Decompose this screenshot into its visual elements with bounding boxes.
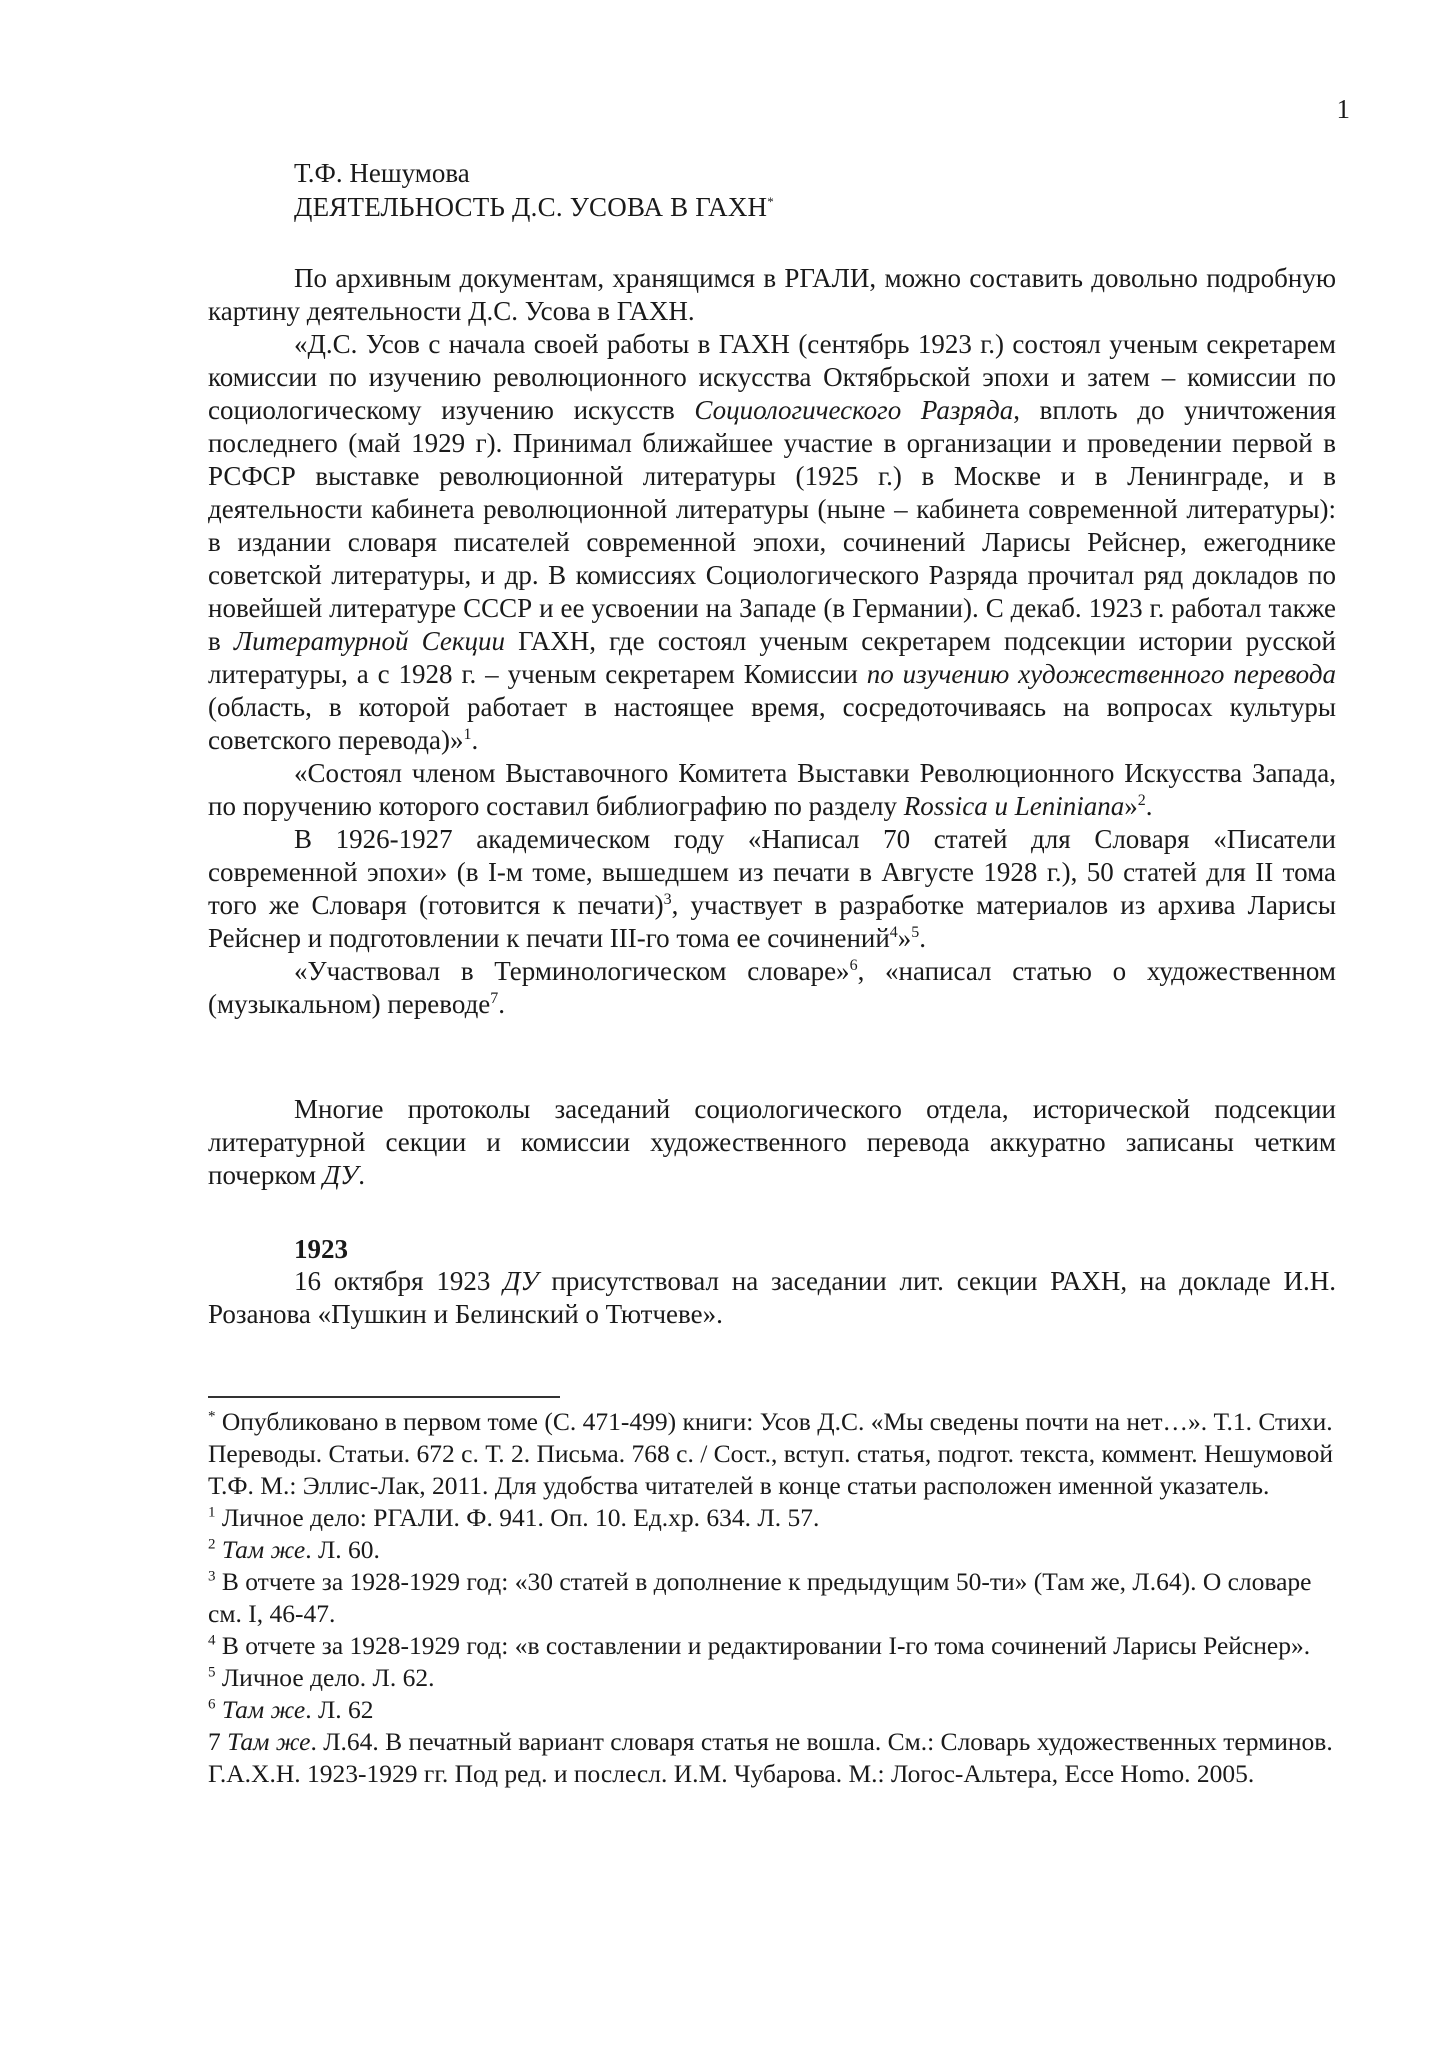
document-title-text: ДЕЯТЕЛЬНОСТЬ Д.С. УСОВА В ГАХН — [294, 192, 768, 222]
italic-run: ДУ — [503, 1266, 539, 1296]
footnotes — [208, 1406, 1338, 1790]
paragraph-exhibition — [208, 757, 1336, 823]
text-run: . — [498, 989, 506, 1019]
footnote-text: . Л. 62 — [305, 1695, 374, 1724]
footnote-mark: 7 — [208, 1727, 221, 1756]
paragraph-intro: По архивным документам, хранящимся в РГАЛИ, можно составить довольно подробную картину деятельности Д.С. Усова в ГАХН. — [208, 263, 1336, 326]
paragraph-terminology — [208, 955, 1336, 1021]
text-run: , участвует в разработке материалов из архива Ларисы Рейснер и подготовлении к печати III-го тома ее сочинений — [208, 890, 1337, 953]
italic-run: Там же — [221, 1535, 306, 1564]
text-run: Многие протоколы заседаний социологического отдела, исторической подсекции литературной секции и комиссии художественного перевода аккуратно записаны четким почерком — [208, 1094, 1336, 1190]
text-run: . — [1145, 791, 1153, 821]
footnote-text: Личное дело. Л. 62. — [215, 1663, 435, 1692]
footnote-text: . Л.64. В печатный вариант словаря статья не вошла. См.: Словарь художественных терминов. Г.А.Х.Н. 1923-1929 гг. Под ред. и послесл. И.М. Чубарова. М.: Логос-Альтера, Ecce Homo. 2005. — [208, 1727, 1333, 1788]
italic-run: Социологического Разряда — [694, 395, 1014, 425]
italic-run: Литературной Секции — [233, 626, 505, 656]
footnote-4 — [208, 1630, 1338, 1662]
footnote-ref-1[interactable]: 1 — [463, 726, 472, 743]
footnote-text: В отчете за 1928-1929 год: «в составлении и редактировании I-го тома сочинений Ларисы Рейснер». — [215, 1631, 1311, 1660]
text-run: 16 октября 1923 — [294, 1266, 504, 1296]
footnote-ref-7[interactable]: 7 — [490, 990, 499, 1007]
document-title — [294, 192, 774, 223]
text-run: (область, в которой работает в настоящее время, сосредоточиваясь на вопросах культуры советского перевода)» — [208, 692, 1336, 755]
text-run: » — [897, 923, 912, 953]
text-run: . — [358, 1160, 365, 1190]
footnote-text: . Л. 60. — [305, 1535, 380, 1564]
footnote-text: Опубликовано в первом томе (С. 471-499) книги: Усов Д.С. «Мы сведены почти на нет…». Т.1. Стихи. Переводы. Статьи. 672 с. Т. 2. Письма. 768 с. / Сост., вступ. статья, подгот. текста, коммент. Нешумовой Т.Ф. М.: Эллис-Лак, 2011. Для удобства читателей в конце статьи расположен именной указатель. — [208, 1407, 1333, 1500]
text-run: ГАХН, где состоял ученым секретарем подсекции истории русской литературы, а с 1928 г. – ученым секретарем Комиссии — [208, 626, 1336, 689]
footnote-separator — [208, 1396, 560, 1398]
italic-run: Там же — [221, 1695, 306, 1724]
page-number: 1 — [1336, 94, 1350, 124]
text-run: . — [919, 923, 927, 953]
footnote-3 — [208, 1566, 1338, 1630]
footnote-ref-4[interactable]: 4 — [889, 924, 898, 941]
footnote-ref-5[interactable]: 5 — [911, 924, 920, 941]
footnote-mark: 6 — [208, 1696, 216, 1713]
text-run: , «написал статью о художественном (музыкальном) переводе — [208, 956, 1336, 1019]
footnote-mark: 2 — [208, 1536, 216, 1553]
italic-run: Там же — [227, 1727, 311, 1756]
title-footnote-mark[interactable]: * — [767, 194, 774, 209]
footnote-5 — [208, 1662, 1338, 1694]
text-run: » — [1124, 791, 1138, 821]
footnote-mark: * — [208, 1408, 216, 1425]
text-run: «Д.С. Усов с начала своей работы в ГАХН (сентябрь 1923 г.) состоял ученым секретарем комиссии по изучению революционного искусства Октябрьской эпохи и затем – комиссии по социологическому изучению искусств — [208, 329, 1336, 425]
italic-run: Rossica и Leniniana — [903, 791, 1125, 821]
footnote-mark: 4 — [208, 1632, 216, 1649]
author-name: Т.Ф. Нешумова — [294, 158, 470, 188]
footnote-ref-3[interactable]: 3 — [663, 891, 672, 908]
footnote-6 — [208, 1694, 1338, 1726]
year-section — [208, 1265, 1336, 1331]
text-run: . — [471, 725, 479, 755]
paragraph-protocols — [208, 1093, 1336, 1192]
footnote-ref-6[interactable]: 6 — [849, 957, 858, 974]
paragraph-dictionary — [208, 823, 1336, 955]
text-run: В 1926-1927 академическом году «Написал 70 статей для Словаря «Писатели современной эпохи» (в I-м томе, вышедшем из печати в Августе 1928 г.), 50 статей для II тома того же Словаря (готовится к печати) — [208, 824, 1336, 920]
text-run: присутствовал на заседании лит. секции РАХН, на докладе И.Н. Розанова «Пушкин и Белинский о Тютчеве». — [208, 1266, 1336, 1329]
protocols-section — [208, 1093, 1336, 1192]
footnote-mark: 1 — [208, 1504, 216, 1521]
footnote-7 — [208, 1726, 1338, 1790]
footnote-text: В отчете за 1928-1929 год: «30 статей в дополнение к предыдущим 50-ти» (Там же, Л.64). О словаре см. I, 46-47. — [208, 1567, 1312, 1628]
footnote-mark: 3 — [208, 1568, 216, 1585]
text-run: , вплоть до уничтожения последнего (май 1929 г). Принимал ближайшее участие в организации и проведении первой в РСФСР выставке революционной литературы (1925 г.) в Москве и в Ленинграде, и в деятельности кабинета революционной литературы (ныне – кабинета современной литературы): в издании словаря писателей современной эпохи, сочинений Ларисы Рейснер, ежегоднике советской литературы, и др. В комиссиях Социологического Разряда прочитал ряд докладов по новейшей литературе СССР и ее усвоении на Западе (в Германии). С декаб. 1923 г. работал также в — [208, 395, 1336, 656]
italic-run: ДУ — [322, 1160, 359, 1190]
intro-section — [208, 262, 1336, 1021]
text-run: «Состоял членом Выставочного Комитета Выставки Революционного Искусства Запада, по поручению которого составил библиографию по разделу — [208, 758, 1336, 821]
footnote-star — [208, 1406, 1338, 1502]
paragraph-1923 — [208, 1265, 1336, 1331]
footnote-1 — [208, 1502, 1338, 1534]
footnote-2 — [208, 1534, 1338, 1566]
italic-run: по изучению художественного перевода — [866, 659, 1336, 689]
text-run: «Участвовал в Терминологическом словаре» — [294, 956, 850, 986]
footnote-ref-2[interactable]: 2 — [1137, 792, 1146, 809]
footnote-text: Личное дело: РГАЛИ. Ф. 941. Оп. 10. Ед.хр. 634. Л. 57. — [215, 1503, 820, 1532]
paragraph-career — [208, 328, 1336, 757]
footnote-mark: 5 — [208, 1664, 216, 1681]
year-heading: 1923 — [294, 1234, 348, 1264]
